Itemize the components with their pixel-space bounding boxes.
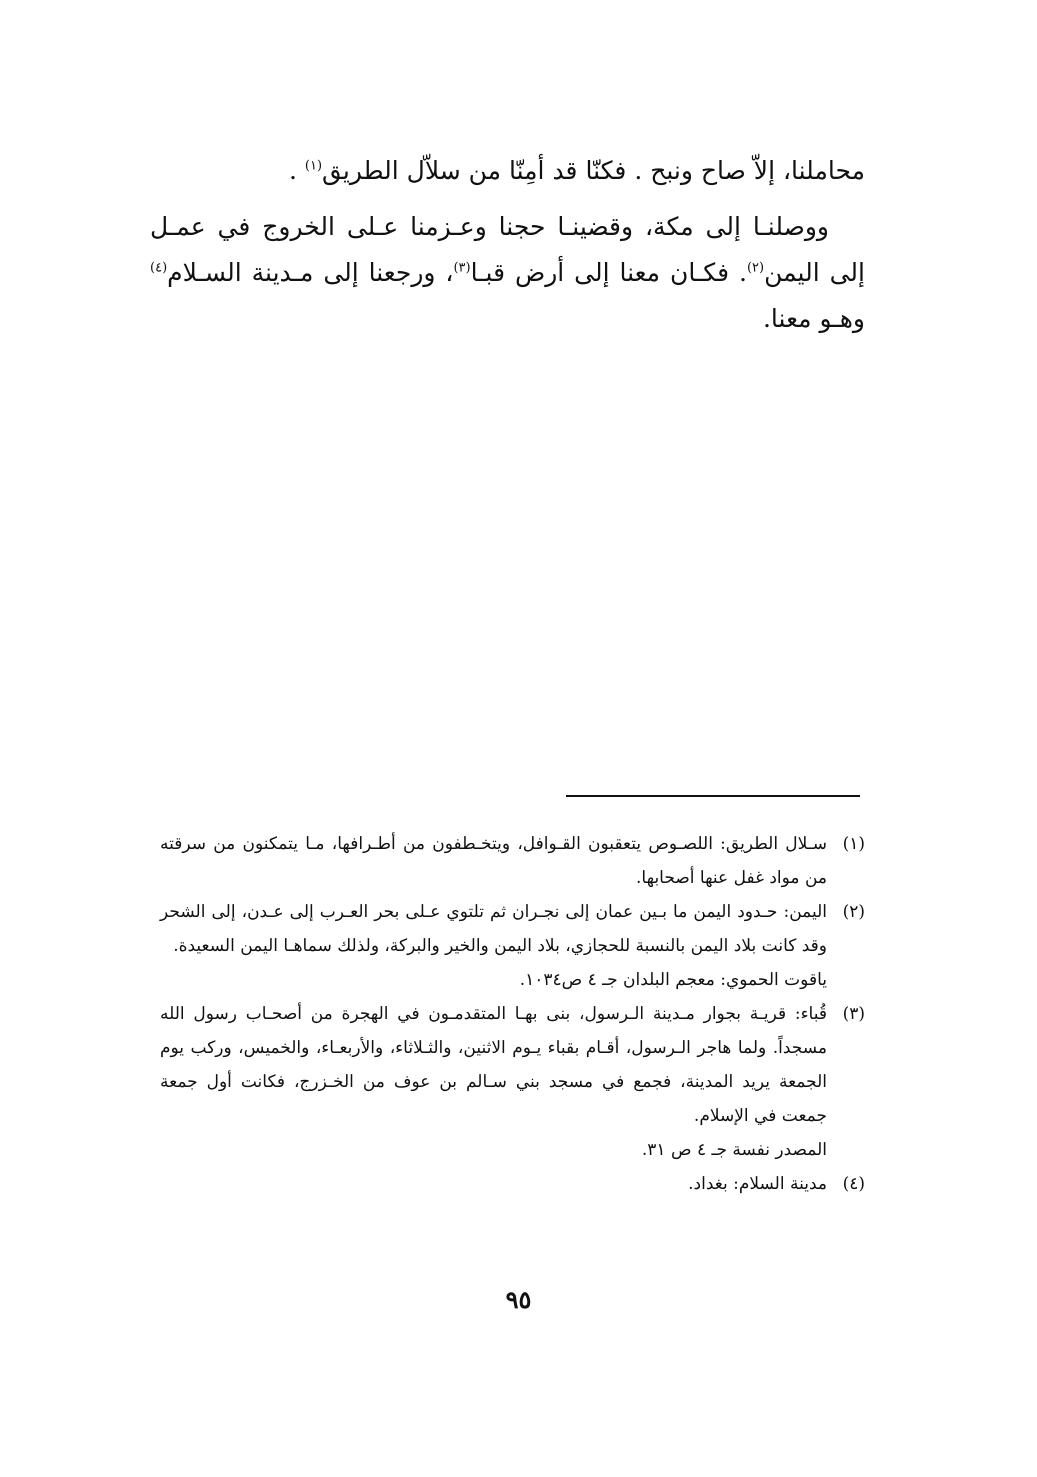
footnote-text: اليمن: حـدود اليمن ما بـين عمان إلى نجـران ثم تلتوي عـلى بحر العـرب إلى عـدن، إلى الشحر وقد كانت بلاد اليمن بالنسبة للحجازي، بلاد اليمن والخير والبركة، ولذلك سماهـا اليمن السعيدة. — [160, 902, 827, 956]
footnote-3 — [160, 997, 865, 1167]
footnote-body — [160, 827, 827, 895]
main-paragraph-1 — [150, 148, 865, 194]
footnote-ref-3: (٣) — [453, 260, 471, 276]
footnote-text: مدينة السلام: بغداد. — [688, 1174, 827, 1194]
footnote-number: (٢) — [842, 902, 865, 922]
footnote-body — [160, 997, 827, 1167]
main-paragraph-2 — [150, 204, 865, 342]
paragraph-text: وهـو معنا. — [762, 304, 865, 333]
footnote-divider — [566, 795, 860, 797]
main-text — [150, 148, 865, 352]
paragraph-text: . — [288, 156, 305, 185]
paragraph-text: محاملنا، إلاّ صاح ونبح . فكنّا قد أمِنّا من سلاّل الطريق — [322, 156, 865, 185]
paragraph-text: . فكـان معنا إلى أرض قبـا — [470, 258, 747, 287]
footnote-ref-2: (٢) — [746, 260, 765, 276]
footnote-ref-4: (٤) — [150, 260, 168, 276]
footnotes — [160, 827, 865, 1201]
footnote-text: قُباء: قريـة بجوار مـدينة الـرسول، بنى بهـا المتقدمـون في الهجرة من أصحـاب رسول الله مسجداً. ولما هاجر الـرسول، أقـام بقباء يـوم الاثنين، والثـلاثاء، والأربعـاء، والخميس، وركب يوم الجمعة يريد المدينة، فجمع في مسجد بني سـالم بن عوف من الخـزرج، فكانت أول جمعة جمعت في الإسلام. — [160, 1004, 827, 1126]
footnote-source: ياقوت الحموي: معجم البلدان جـ ٤ ص١٠٣٤. — [519, 970, 827, 990]
paragraph-text: ، ورجعنا إلى مـدينة السـلام — [167, 258, 454, 287]
footnote-4 — [160, 1167, 865, 1201]
footnote-body — [160, 1167, 827, 1201]
footnote-source: المصدر نفسة جـ ٤ ص ٣١. — [641, 1140, 827, 1160]
footnote-2 — [160, 895, 865, 997]
footnote-body — [160, 895, 827, 997]
footnote-number: (٣) — [842, 1004, 865, 1024]
page-number: ٩٥ — [505, 1285, 532, 1314]
footnote-number: (٤) — [842, 1174, 865, 1194]
footnote-1 — [160, 827, 865, 895]
footnote-number: (١) — [842, 834, 865, 854]
paragraph-text: ووصلنـا إلى مكة، وقضينـا حجنا وعـزمنا عـلى الخروج في عمـل إلى اليمن — [150, 212, 865, 287]
footnote-ref-1: (١) — [304, 158, 323, 174]
footnote-text: سـلال الطريق: اللصـوص يتعقبون القـوافل، ويتخـطفون من أطـرافها، مـا يتمكنون من سرقته من مواد غفل عنها أصحابها. — [160, 834, 827, 888]
